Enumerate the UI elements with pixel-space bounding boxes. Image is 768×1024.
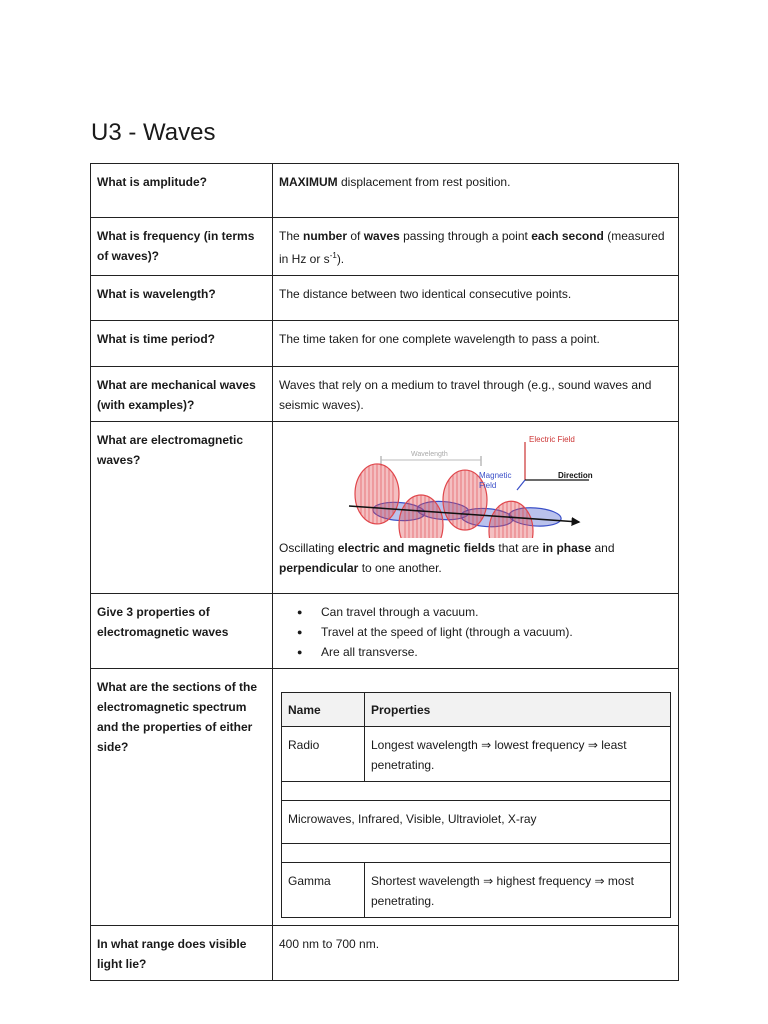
em-wave-diagram <box>279 430 672 538</box>
wavelength-label: Wavelength <box>411 451 448 458</box>
question-cell: Give 3 properties of electromagnetic waves <box>91 594 273 669</box>
spectrum-table <box>281 692 671 918</box>
answer-cell: Wavelength Electric Field Direction Magnetic Field Oscillating electric and magnetic fields that are in phase and perpendicular to one another. <box>273 422 679 594</box>
answer-cell: The time taken for one complete wavelength to pass a point. <box>273 321 679 367</box>
table-row <box>91 367 679 422</box>
answer-cell <box>273 594 679 669</box>
magnetic-field-label: Magnetic Field <box>479 471 512 490</box>
electric-field-label: Electric Field <box>529 435 575 444</box>
table-row <box>91 926 679 981</box>
table-row <box>91 164 679 218</box>
answer-cell: The number of waves passing through a point each second (measured in Hz or $s^{-1}$). <box>273 218 679 276</box>
list-item: ● Are all transverse. <box>321 642 672 662</box>
question-cell: What are the sections of the electromagnetic spectrum and the properties of either side? <box>91 669 273 926</box>
question-cell: In what range does visible light lie? <box>91 926 273 981</box>
spectrum-name: Radio <box>282 727 365 782</box>
table-row <box>91 218 679 276</box>
spectrum-row <box>282 727 671 782</box>
direction-label: Direction <box>558 471 593 480</box>
spectrum-row <box>282 863 671 918</box>
answer-cell: Waves that rely on a medium to travel through (e.g., sound waves and seismic waves). <box>273 367 679 422</box>
em-wave-svg <box>339 430 659 538</box>
properties-list <box>279 602 672 662</box>
answer-cell: MAXIMUM displacement from rest position. <box>273 164 679 218</box>
answer-cell: The distance between two identical consecutive points. <box>273 276 679 321</box>
qa-table <box>90 163 679 981</box>
list-item: ● Travel at the speed of light (through a vacuum). <box>321 622 672 642</box>
table-row <box>91 669 679 926</box>
question-cell: What are mechanical waves (with examples)? <box>91 367 273 422</box>
spectrum-row <box>282 801 671 844</box>
table-row <box>91 276 679 321</box>
question-cell: What is amplitude? <box>91 164 273 218</box>
spectrum-properties: Longest wavelength ⇒ lowest frequency ⇒ least penetrating. <box>365 727 671 782</box>
page-title: U3 - Waves <box>91 119 216 146</box>
table-row <box>91 422 679 594</box>
spectrum-header-name: Name <box>282 693 365 727</box>
answer-cell: 400 nm to 700 nm. <box>273 926 679 981</box>
list-item: ● Can travel through a vacuum. <box>321 602 672 622</box>
question-cell: What is time period? <box>91 321 273 367</box>
spectrum-header-properties: Properties <box>365 693 671 727</box>
table-row <box>91 321 679 367</box>
question-cell: What are electromagnetic waves? <box>91 422 273 594</box>
answer-cell <box>273 669 679 926</box>
spectrum-middle: Microwaves, Infrared, Visible, Ultraviolet, X-ray <box>282 801 671 844</box>
spectrum-properties: Shortest wavelength ⇒ highest frequency ⇒ most penetrating. <box>365 863 671 918</box>
table-row <box>91 594 679 669</box>
question-cell: What is frequency (in terms of waves)? <box>91 218 273 276</box>
spectrum-name: Gamma <box>282 863 365 918</box>
question-cell: What is wavelength? <box>91 276 273 321</box>
